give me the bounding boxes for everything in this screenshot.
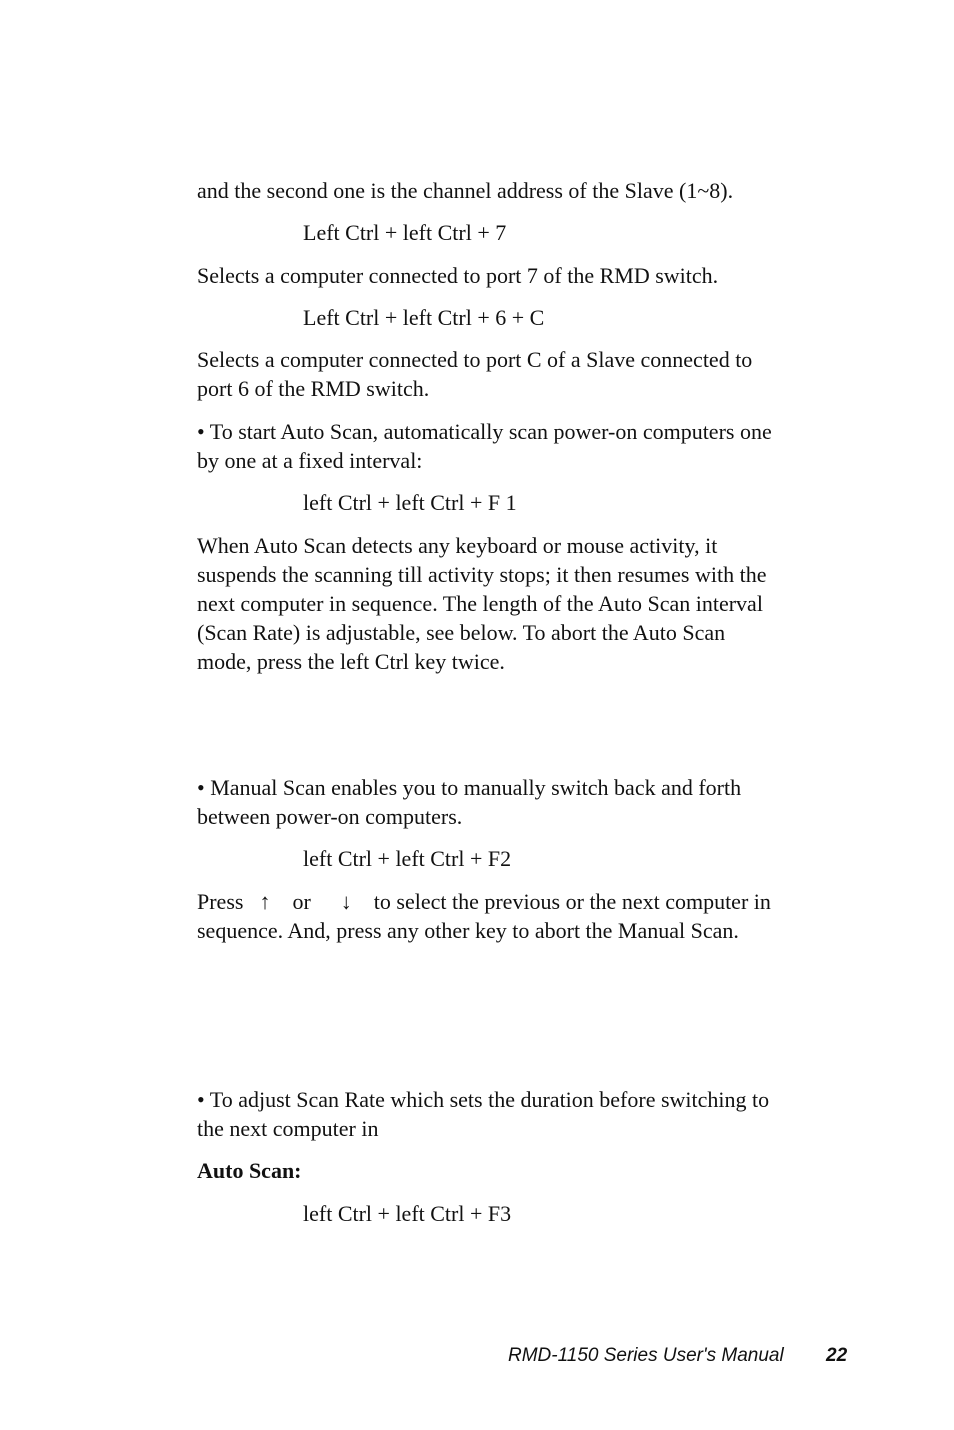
paragraph-line: and the second one is the channel address of the Slave (1~8).	[197, 178, 734, 203]
paragraph-line: the next computer in	[197, 1116, 379, 1141]
or-word: or	[292, 889, 311, 914]
paragraph-line: mode, press the left Ctrl key twice.	[197, 649, 505, 674]
paragraph-line	[197, 887, 771, 916]
down-arrow-icon: ↓	[340, 889, 352, 914]
paragraph-line: Selects a computer connected to port C of a Slave connected to	[197, 347, 753, 372]
key-command: left Ctrl + left Ctrl + F3	[303, 1201, 512, 1226]
paragraph-line: next computer in sequence. The length of the Auto Scan interval	[197, 591, 763, 616]
bullet-line: • Manual Scan enables you to manually switch back and forth	[197, 775, 742, 800]
key-command: Left Ctrl + left Ctrl + 7	[303, 220, 507, 245]
paragraph-line: When Auto Scan detects any keyboard or mouse activity, it	[197, 533, 718, 558]
bullet-line: • To start Auto Scan, automatically scan power-on computers one	[197, 419, 772, 444]
paragraph-line: Selects a computer connected to port 7 of the RMD switch.	[197, 263, 719, 288]
paragraph-line: (Scan Rate) is adjustable, see below. To abort the Auto Scan	[197, 620, 726, 645]
key-command: left Ctrl + left Ctrl + F 1	[303, 490, 517, 515]
press-word: Press	[197, 889, 244, 914]
key-command: Left Ctrl + left Ctrl + 6 + C	[303, 305, 545, 330]
paragraph-line: suspends the scanning till activity stops; it then resumes with the	[197, 562, 767, 587]
paragraph-text: to select the previous or the next computer in	[373, 889, 771, 914]
paragraph-line: sequence. And, press any other key to abort the Manual Scan.	[197, 918, 739, 943]
paragraph-line: port 6 of the RMD switch.	[197, 376, 430, 401]
up-arrow-icon: ↑	[259, 889, 271, 914]
paragraph-line: by one at a fixed interval:	[197, 448, 423, 473]
footer-manual-title: RMD-1150 Series User's Manual	[508, 1345, 784, 1366]
section-heading: Auto Scan:	[197, 1158, 302, 1183]
bullet-line: • To adjust Scan Rate which sets the duration before switching to	[197, 1087, 770, 1112]
paragraph-line: between power-on computers.	[197, 804, 463, 829]
page-number: 22	[826, 1345, 848, 1366]
key-command: left Ctrl + left Ctrl + F2	[303, 846, 512, 871]
